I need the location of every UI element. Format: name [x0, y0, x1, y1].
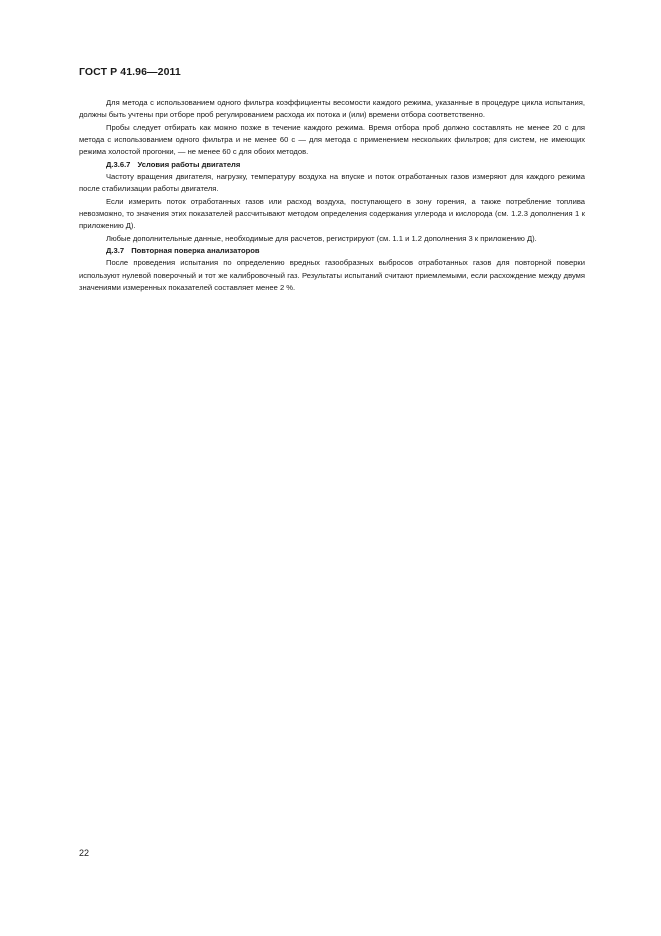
- paragraph: Пробы следует отбирать как можно позже в течение каждого режима. Время отбора проб должно составлять не менее 20 с для метода с использованием одного фильтра и не менее 60 с — для метода с применением нескольких фильтров; для систем, не имеющих режима холостой прогонки, — не менее 60 с для обоих методов.: [79, 122, 585, 157]
- paragraph: Для метода с использованием одного фильтра коэффициенты весомости каждого режима, указанные в процедуре цикла испытания, должны быть учтены при отборе проб регулированием расхода их потока и (или) времени отбора соответственно.: [79, 98, 585, 120]
- paragraph: После проведения испытания по определению вредных газообразных выбросов отработанных газов для повторной поверки используют нулевой поверочный и тот же калибровочный газ. Результаты испытаний считают приемлемыми, если расхождение между двумя значениями измеренных показателей составляет менее 2 %.: [79, 258, 585, 293]
- section-heading: [79, 245, 585, 257]
- paragraph: Частоту вращения двигателя, нагрузку, температуру воздуха на впуске и поток отработанных газов измеряют для каждого режима после стабилизации работы двигателя.: [79, 172, 585, 194]
- paragraph: Любые дополнительные данные, необходимые для расчетов, регистрируют (см. 1.1 и 1.2 дополнения 3 к приложению Д).: [106, 233, 537, 243]
- section-heading: [79, 159, 585, 171]
- section-number: Д.3.6.7: [106, 159, 131, 169]
- section-number: Д.3.7: [106, 246, 125, 256]
- document-header: ГОСТ Р 41.96—2011: [79, 66, 181, 78]
- page-number: 22: [79, 848, 90, 858]
- paragraph: Если измерить поток отработанных газов или расход воздуха, поступающего в зону горения, а также потребление топлива невозможно, то значения этих показателей рассчитывают методом определения содержания углерода и кислорода (см. 1.2.3 дополнения 1 к приложению Д).: [79, 196, 585, 231]
- section-title: Повторная поверка анализаторов: [131, 246, 260, 256]
- section-title: Условия работы двигателя: [137, 159, 241, 169]
- document-body: [79, 97, 585, 295]
